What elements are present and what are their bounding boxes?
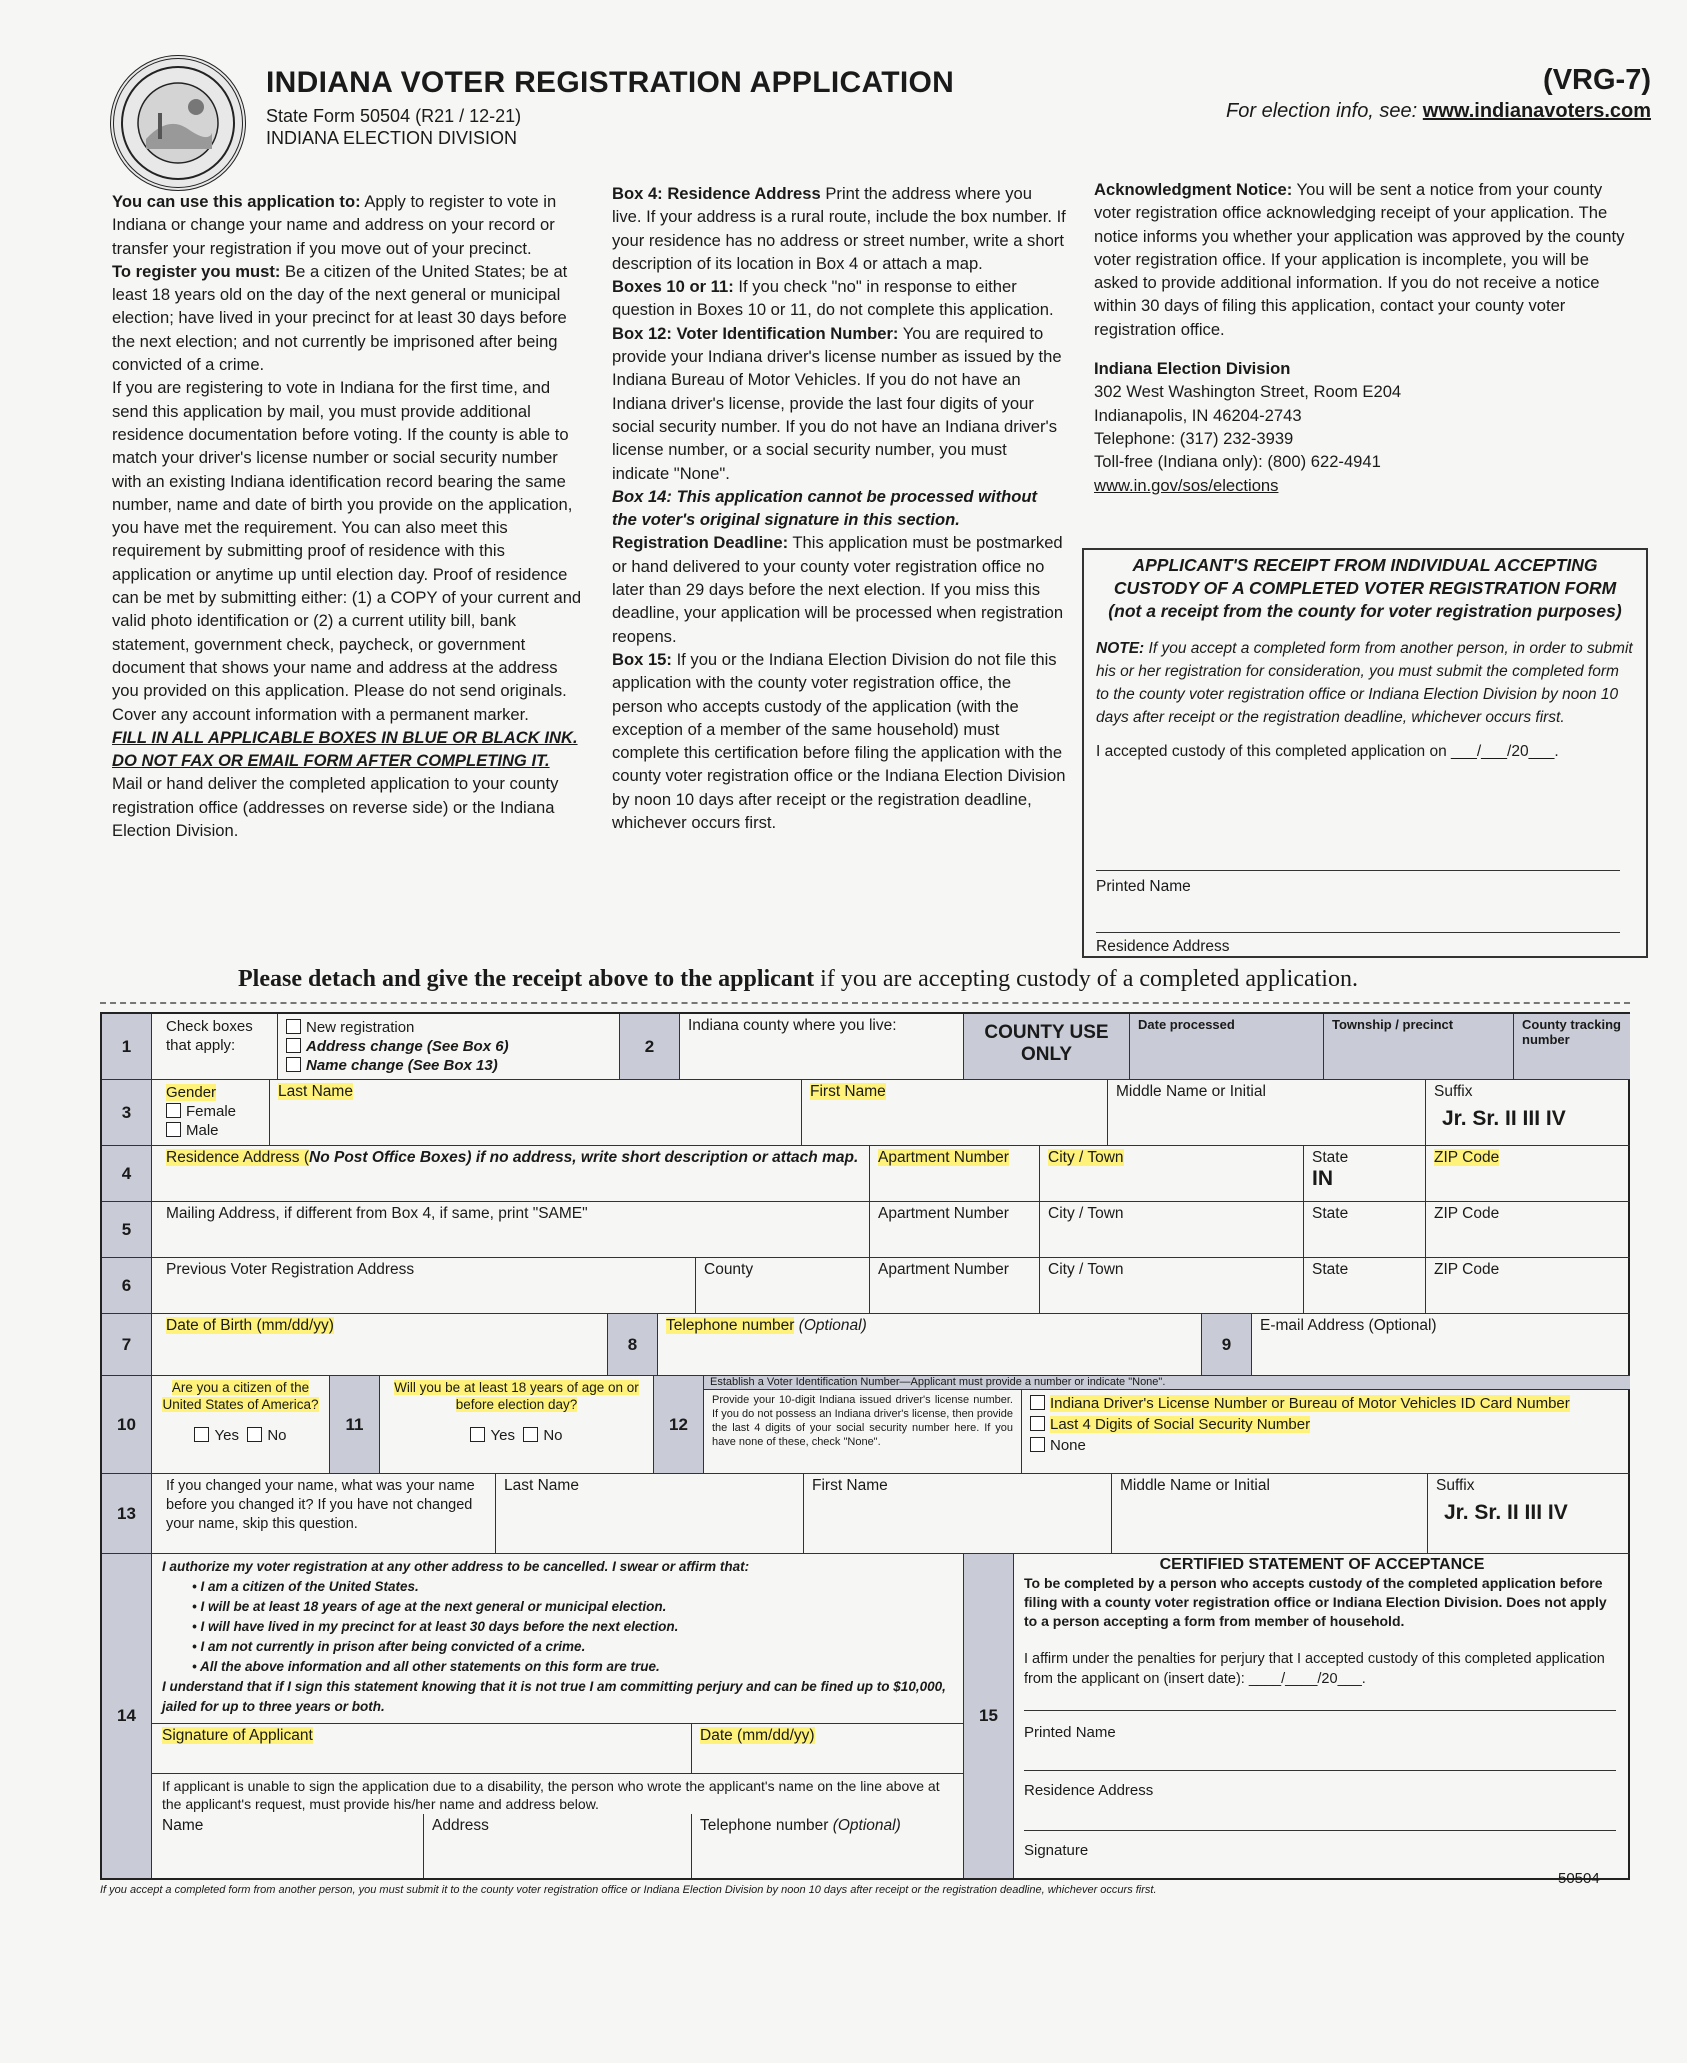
form-number-footer: 50504 <box>1558 1870 1600 1887</box>
box-number: 9 <box>1202 1314 1252 1376</box>
box-number: 4 <box>102 1146 152 1202</box>
oath-bullet: • I will be at least 18 years of age at the next general or municipal election. <box>192 1599 667 1614</box>
box1011-heading: Boxes 10 or 11: <box>612 277 734 297</box>
box-number: 15 <box>964 1554 1014 1878</box>
oath-bullet: • All the above information and all other statements on this form are true. <box>192 1659 660 1674</box>
box15-text: If you or the Indiana Election Division do not file this application with the county voter registration office, the person who accepts custody of the application (with the exception of a member of the same household) must complete this certification before filing the application with the county voter registration office or the Indiana Election Division by noon 10 days after receipt or the registration deadline, whichever occurs first. <box>612 649 1066 833</box>
detach-instruction <box>238 966 1358 993</box>
field-label: ZIP Code <box>1434 1149 1500 1166</box>
option-label: Female <box>186 1103 237 1120</box>
option-label: New registration <box>306 1019 415 1036</box>
affirm-text[interactable]: I affirm under the penalties for perjury that I accepted custody of this completed application from the applicant on (insert date): ____/____/20___. <box>1024 1651 1605 1687</box>
ack-heading: Acknowledgment Notice: <box>1094 180 1293 199</box>
field-label: Middle Name or Initial <box>1116 1083 1266 1100</box>
option-label: Yes <box>214 1427 239 1444</box>
option-label: No <box>267 1427 287 1444</box>
citizen-label: Are you a citizen of the United States of America? <box>162 1380 319 1412</box>
previous-city-field[interactable] <box>1040 1258 1304 1314</box>
date-of-birth-field[interactable] <box>152 1314 608 1376</box>
must-text: Be a citizen of the United States; be at least 18 years old on the day of the next general or municipal election; have lived in your precinct for at least 30 days before the next election; and not currently be imprisoned after being convicted of a crime. <box>112 261 568 375</box>
box-number: 14 <box>102 1554 152 1878</box>
field-label: Telephone number <box>666 1317 795 1334</box>
age-label: Will you be at least 18 years of age on or before election day? <box>394 1380 639 1412</box>
field-label: Apartment Number <box>878 1261 1009 1278</box>
voter-id-instructions: Provide your 10-digit Indiana issued driver's license number. If you do not possess an Indiana driver's license, then provide the last 4 digits of your social security number here. If you have none of these, check "None". <box>704 1390 1022 1474</box>
ied-address-2: Indianapolis, IN 46204-2743 <box>1094 405 1302 425</box>
registration-form <box>100 1012 1630 1880</box>
box-number: 1 <box>102 1014 152 1080</box>
receipt-accepted-line[interactable]: I accepted custody of this completed application on ___/___/20___. <box>1096 743 1559 760</box>
last-name-field[interactable] <box>270 1080 802 1146</box>
use-text: Apply to register to vote in Indiana or change your name and address on your record or transfer your registration if you move out of your precinct. <box>112 192 557 258</box>
oath-bullet: • I will have lived in my precinct for at least 30 days before the next election. <box>192 1619 679 1634</box>
receipt-note <box>1084 623 1646 729</box>
instructions-column-2 <box>612 182 1066 834</box>
citizen-no-option[interactable] <box>247 1427 286 1444</box>
receipt-note-text: If you accept a completed form from another person, in order to submit his or her registration for consideration, you must submit the completed form to the county voter registration office or Indiana Election Division by noon 10 days after receipt or the registration deadline, whichever occurs first. <box>1096 640 1633 726</box>
detach-bold: Please detach and give the receipt above to the applicant <box>238 966 815 992</box>
box-number: 10 <box>102 1376 152 1474</box>
former-last-name-field[interactable] <box>496 1474 804 1554</box>
first-name-field[interactable] <box>802 1080 1108 1146</box>
age-yes-option[interactable] <box>470 1427 514 1444</box>
cert-divider <box>1024 1710 1616 1711</box>
field-label: Last Name <box>504 1477 579 1494</box>
assistant-name-field[interactable] <box>152 1814 424 1878</box>
address-change-option[interactable] <box>286 1037 611 1056</box>
certified-statement <box>1014 1554 1630 1878</box>
email-field[interactable] <box>1252 1314 1630 1376</box>
voter-id-heading: Establish a Voter Identification Number—Applicant must provide a number or indicate "None". <box>704 1376 1630 1390</box>
box1011-text: If you check "no" in response to either question in Boxes 10 or 11, do not complete this application. <box>612 277 1054 320</box>
none-checkbox[interactable] <box>1030 1437 1045 1452</box>
citizen-yes-option[interactable] <box>194 1427 238 1444</box>
county-use-only: COUNTY USE ONLY <box>964 1014 1130 1080</box>
receipt-title-1: APPLICANT'S RECEIPT FROM INDIVIDUAL ACCEPTING <box>1132 555 1598 575</box>
age-no-option[interactable] <box>523 1427 562 1444</box>
instructions-column-1 <box>112 190 582 842</box>
option-label: Indiana Driver's License Number or Bureau of Motor Vehicles ID Card Number <box>1050 1395 1570 1412</box>
field-label: Date of Birth (mm/dd/yy) <box>166 1317 334 1334</box>
signature-field[interactable] <box>152 1724 692 1774</box>
field-label: Last Name <box>278 1083 353 1100</box>
new-registration-checkbox[interactable] <box>286 1019 301 1034</box>
cert-title: CERTIFIED STATEMENT OF ACCEPTANCE <box>1159 1556 1485 1573</box>
field-label: Previous Voter Registration Address <box>166 1261 415 1278</box>
field-label: City / Town <box>1048 1261 1124 1278</box>
registration-type-group <box>278 1014 620 1080</box>
gender-group <box>152 1080 270 1146</box>
field-label: Mailing Address, if different from Box 4, if same, print "SAME" <box>166 1205 588 1222</box>
field-label: Signature of Applicant <box>162 1727 313 1744</box>
middle-name-field[interactable] <box>1108 1080 1426 1146</box>
disability-instruction: If applicant is unable to sign the application due to a disability, the person who wrote the applicant's name on the line above at the applicant's request, must provide his/her name and address below. <box>152 1774 964 1814</box>
oath-statement <box>152 1554 964 1724</box>
receipt-divider <box>1096 870 1620 871</box>
seal-icon <box>118 63 238 183</box>
option-label: Yes <box>490 1427 515 1444</box>
box12-text: You are required to provide your Indiana driver's license number as issued by the Indiana Bureau of Motor Vehicles. If you do not have an Indiana driver's license, provide the last four digits of your social security number. If you do not have an Indiana driver's license number, or a social security number, you must indicate "None". <box>612 323 1062 483</box>
box-number: 12 <box>654 1376 704 1474</box>
box-number: 6 <box>102 1258 152 1314</box>
field-label: State <box>1312 1261 1349 1278</box>
option-label: Address change (See Box 6) <box>306 1038 509 1055</box>
option-label: Last 4 Digits of Social Security Number <box>1050 1416 1311 1433</box>
first-time-text: If you are registering to vote in Indiana for the first time, and send this application by mail, you must provide additional residence documentation before voting. If the county is able to match your driver's license number or social security number with an existing Indiana identification record bearing the same number, name and date of birth you provide on the application, you have met the requirement. You can also meet this requirement by submitting proof of residence with this application or anytime up until election day. Proof of residence can be met by submitting either: (1) a COPY of your current and valid photo identification or (2) a current utility bill, bank statement, government check, paycheck, or government document that shows your name and address at the address you provided on this application. Please do not send originals. Cover any account information with a permanent marker. <box>112 378 582 724</box>
field-label: City / Town <box>1048 1149 1124 1166</box>
box-number: 2 <box>620 1014 680 1080</box>
field-label: Address <box>432 1817 489 1834</box>
former-first-name-field[interactable] <box>804 1474 1112 1554</box>
previous-apartment-field[interactable] <box>870 1258 1040 1314</box>
mailing-apartment-field[interactable] <box>870 1202 1040 1258</box>
former-name-question: If you changed your name, what was your name before you changed it? If you have not changed your name, skip this question. <box>152 1474 496 1554</box>
box4-heading: Box 4: Residence Address <box>612 184 821 203</box>
ack-text: You will be sent a notice from your county voter registration office acknowledging receipt of your application. The notice informs you whether your application was approved by the county voter registration office. If your application is incomplete, you will be asked to provide additional information. If you do not receive a notice within 30 days of filing this application, contact your county voter registration office. <box>1094 180 1625 339</box>
county-label: Indiana county where you live: <box>688 1017 897 1034</box>
ink-instruction: FILL IN ALL APPLICABLE BOXES IN BLUE OR BLACK INK. <box>112 727 578 747</box>
previous-zip-field[interactable] <box>1426 1258 1630 1314</box>
field-hint: No Post Office Boxes) if no address, write short description or attach map. <box>309 1149 859 1166</box>
field-label: ZIP Code <box>1434 1261 1500 1278</box>
county-field[interactable] <box>680 1014 964 1080</box>
detach-rest: if you are accepting custody of a completed application. <box>814 966 1358 992</box>
ssn-option[interactable] <box>1030 1414 1622 1435</box>
gender-label: Gender <box>166 1084 217 1101</box>
deadline-heading: Registration Deadline: <box>612 533 789 553</box>
applicant-receipt <box>1082 548 1648 958</box>
dl-checkbox[interactable] <box>1030 1395 1045 1410</box>
info-prefix: For election info, see: <box>1226 100 1418 122</box>
form-number: State Form 50504 (R21 / 12-21) <box>266 106 522 126</box>
age-question <box>380 1376 654 1474</box>
cert-printed-name[interactable]: Printed Name <box>1024 1724 1116 1741</box>
male-checkbox[interactable] <box>166 1122 181 1137</box>
field-label: First Name <box>812 1477 888 1494</box>
suffix-field[interactable] <box>1426 1080 1630 1146</box>
box-number: 11 <box>330 1376 380 1474</box>
footer-note: If you accept a completed form from another person, you must submit it to the county voter registration office or Indiana Election Division by noon 10 days after receipt or the registration deadline, whichever occurs first. <box>100 1884 1157 1896</box>
receipt-printed-name[interactable]: Printed Name <box>1096 878 1191 895</box>
age-no-checkbox[interactable] <box>523 1427 538 1442</box>
female-option[interactable] <box>166 1102 261 1121</box>
apartment-field[interactable] <box>870 1146 1040 1202</box>
previous-state-field[interactable] <box>1304 1258 1426 1314</box>
check-boxes-label: Check boxes that apply: <box>152 1014 278 1080</box>
field-label: Middle Name or Initial <box>1120 1477 1270 1494</box>
township-precinct: Township / precinct <box>1324 1014 1514 1080</box>
detach-dashed-line <box>100 1002 1630 1004</box>
box14-text: This application cannot be processed without the voter's original signature in this section. <box>612 486 1038 530</box>
box-number: 13 <box>102 1474 152 1554</box>
option-label: No <box>543 1427 563 1444</box>
field-label: City / Town <box>1048 1205 1124 1222</box>
cert-residence-address[interactable]: Residence Address <box>1024 1782 1154 1799</box>
receipt-note-heading: NOTE: <box>1096 640 1145 657</box>
none-option[interactable] <box>1030 1435 1622 1456</box>
field-label: State <box>1312 1205 1349 1222</box>
mailing-city-field[interactable] <box>1040 1202 1304 1258</box>
citizen-yes-checkbox[interactable] <box>194 1427 209 1442</box>
ssn-checkbox[interactable] <box>1030 1416 1045 1431</box>
receipt-residence-address[interactable]: Residence Address <box>1096 938 1230 955</box>
optional-label: (Optional) <box>798 1317 867 1334</box>
field-label: Apartment Number <box>878 1149 1009 1166</box>
option-label: None <box>1050 1437 1086 1454</box>
box-number: 7 <box>102 1314 152 1376</box>
name-change-option[interactable] <box>286 1056 611 1075</box>
field-label: Residence Address ( <box>166 1149 310 1166</box>
state-seal <box>110 55 246 191</box>
ied-name: Indiana Election Division <box>1094 359 1291 379</box>
box-number: 5 <box>102 1202 152 1258</box>
box-number: 8 <box>608 1314 658 1376</box>
citizen-question <box>152 1376 330 1474</box>
date-processed: Date processed <box>1130 1014 1324 1080</box>
mail-instruction: Mail or hand deliver the completed application to your county registration office (addresses on reverse side) or the Indiana Election Division. <box>112 774 559 841</box>
cert-divider <box>1024 1770 1616 1771</box>
field-label: Suffix <box>1434 1083 1473 1100</box>
mailing-address-field[interactable] <box>152 1202 870 1258</box>
ied-website[interactable]: www.in.gov/sos/elections <box>1094 475 1279 495</box>
telephone-field[interactable] <box>658 1314 1202 1376</box>
residence-address-field[interactable] <box>152 1146 870 1202</box>
division-name: INDIANA ELECTION DIVISION <box>266 128 518 148</box>
new-registration-option[interactable] <box>286 1018 611 1037</box>
former-suffix-options[interactable]: Jr. Sr. II III IV <box>1444 1501 1568 1524</box>
box14-heading: Box 14: <box>612 486 672 506</box>
option-label: Name change (See Box 13) <box>306 1057 498 1074</box>
field-label: State <box>1312 1149 1349 1166</box>
name-change-checkbox[interactable] <box>286 1057 301 1072</box>
former-suffix-field[interactable] <box>1428 1474 1630 1554</box>
optional-label: (Optional) <box>832 1817 901 1834</box>
field-label: Suffix <box>1436 1477 1475 1494</box>
dl-option[interactable] <box>1030 1393 1622 1414</box>
previous-county-field[interactable] <box>696 1258 870 1314</box>
city-field[interactable] <box>1040 1146 1304 1202</box>
voter-id-options <box>1022 1390 1630 1474</box>
signature-date-field[interactable] <box>692 1724 964 1774</box>
citizen-no-checkbox[interactable] <box>247 1427 262 1442</box>
field-label: First Name <box>810 1083 886 1100</box>
option-label: Male <box>186 1122 219 1139</box>
assistant-address-field[interactable] <box>424 1814 692 1878</box>
box12-heading: Box 12: Voter Identification Number: <box>612 323 899 343</box>
field-label: ZIP Code <box>1434 1205 1500 1222</box>
instructions-column-3 <box>1094 178 1634 497</box>
box4-text: Print the address where you live. If your address is a rural route, include the box number. If your residence has no address or street number, write a short description of its location in Box 4 or attach a map. <box>612 184 1066 273</box>
mailing-state-field[interactable] <box>1304 1202 1426 1258</box>
cert-divider <box>1024 1830 1616 1831</box>
field-label: County <box>704 1261 754 1278</box>
previous-address-field[interactable] <box>152 1258 696 1314</box>
field-label: Apartment Number <box>878 1205 1009 1222</box>
former-middle-name-field[interactable] <box>1112 1474 1428 1554</box>
assistant-phone-field[interactable] <box>692 1814 964 1878</box>
must-heading: To register you must: <box>112 261 281 281</box>
address-change-checkbox[interactable] <box>286 1038 301 1053</box>
county-tracking-number: County tracking number <box>1514 1014 1630 1080</box>
age-yes-checkbox[interactable] <box>470 1427 485 1442</box>
no-email-instruction: DO NOT FAX OR EMAIL FORM AFTER COMPLETING IT. <box>112 751 550 771</box>
ied-address-1: 302 West Washington Street, Room E204 <box>1094 382 1402 402</box>
deadline-text: This application must be postmarked or hand delivered to your county voter registration office no later than 29 days before the next election. If you miss this deadline, your application will be processed when registration reopens. <box>612 533 1064 646</box>
oath-bullet: • I am a citizen of the United States. <box>192 1579 419 1594</box>
use-heading: You can use this application to: <box>112 192 361 211</box>
ied-tollfree: Toll-free (Indiana only): (800) 622-4941 <box>1094 452 1381 472</box>
male-option[interactable] <box>166 1121 261 1140</box>
ied-phone: Telephone: (317) 232-3939 <box>1094 428 1294 448</box>
state-value: IN <box>1312 1167 1333 1190</box>
state-field[interactable] <box>1304 1146 1426 1202</box>
receipt-title-3: (not a receipt from the county for voter registration purposes) <box>1108 601 1622 621</box>
election-info <box>1226 100 1651 123</box>
receipt-divider <box>1096 932 1620 933</box>
field-label: E-mail Address (Optional) <box>1260 1317 1437 1334</box>
cert-signature[interactable]: Signature <box>1024 1842 1089 1859</box>
box-number: 3 <box>102 1080 152 1146</box>
female-checkbox[interactable] <box>166 1103 181 1118</box>
mailing-zip-field[interactable] <box>1426 1202 1630 1258</box>
authorize-text: I authorize my voter registration at any other address to be cancelled. I swear or affirm that: <box>162 1559 750 1574</box>
suffix-options[interactable]: Jr. Sr. II III IV <box>1442 1107 1566 1130</box>
perjury-text: I understand that if I sign this statement knowing that it is not true I am committing perjury and can be fined up to $10,000, jailed for up to three years or both. <box>162 1679 946 1714</box>
oath-bullet: • I am not currently in prison after being convicted of a crime. <box>192 1639 586 1654</box>
receipt-title-2: CUSTODY OF A COMPLETED VOTER REGISTRATION FORM <box>1113 578 1617 598</box>
field-label: Date (mm/dd/yy) <box>700 1727 815 1744</box>
form-code: (VRG-7) <box>1543 64 1651 96</box>
page-title: INDIANA VOTER REGISTRATION APPLICATION <box>266 66 955 99</box>
box15-heading: Box 15: <box>612 649 672 669</box>
zip-field[interactable] <box>1426 1146 1630 1202</box>
field-label: Telephone number <box>700 1817 829 1834</box>
cert-text: To be completed by a person who accepts custody of the completed application before filing with a county voter registration office or Indiana Election Division. Does not apply to a person accepting a form from member of household. <box>1024 1575 1607 1629</box>
field-label: Name <box>162 1817 204 1834</box>
info-link[interactable]: www.indianavoters.com <box>1422 100 1651 122</box>
